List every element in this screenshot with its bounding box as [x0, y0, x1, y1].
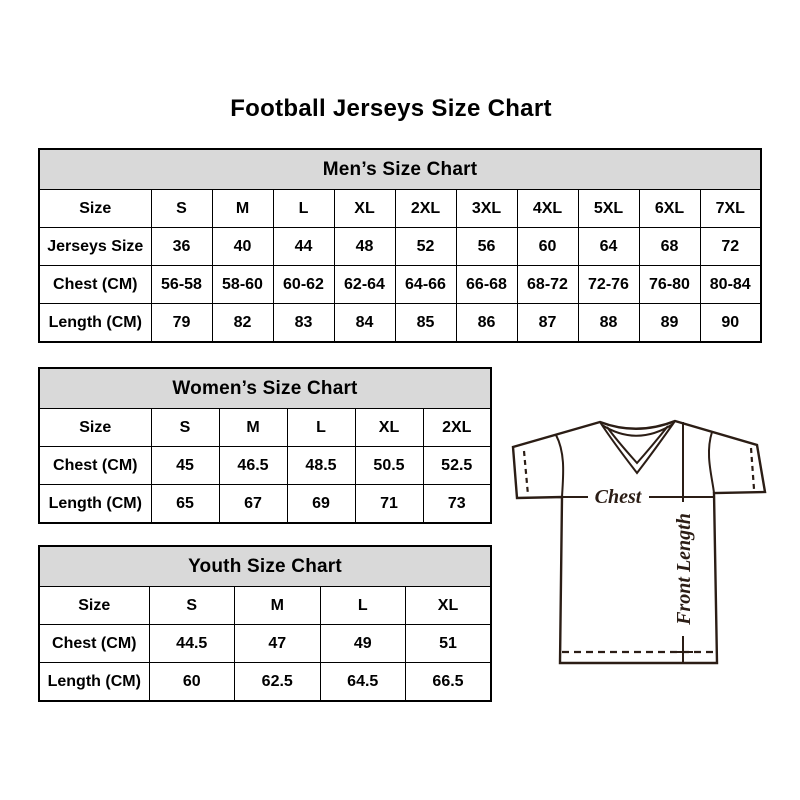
table-cell: 36	[151, 228, 212, 266]
table-cell: L	[273, 190, 334, 228]
table-cell: 79	[151, 304, 212, 343]
table-cell: 56	[456, 228, 517, 266]
table-cell: 69	[287, 485, 355, 524]
left-cuff-dashed-line	[524, 451, 528, 495]
table-cell: 58-60	[212, 266, 273, 304]
men-table-row	[39, 304, 761, 343]
table-cell: 6XL	[639, 190, 700, 228]
table-cell: 66.5	[406, 663, 492, 702]
table-cell: 5XL	[578, 190, 639, 228]
row-label: Length (CM)	[39, 663, 149, 702]
table-cell: 65	[151, 485, 219, 524]
women-table-row	[39, 485, 491, 524]
men-table-row	[39, 190, 761, 228]
youth-size-table	[38, 545, 492, 702]
table-cell: 45	[151, 447, 219, 485]
table-cell: 64.5	[320, 663, 406, 702]
table-cell: XL	[355, 409, 423, 447]
table-cell: 87	[517, 304, 578, 343]
table-cell: 85	[395, 304, 456, 343]
page-title: Football Jerseys Size Chart	[230, 95, 552, 122]
table-cell: M	[235, 587, 321, 625]
youth-table-title: Youth Size Chart	[39, 546, 491, 587]
table-cell: 50.5	[355, 447, 423, 485]
men-table-title: Men’s Size Chart	[39, 149, 761, 190]
table-cell: 67	[219, 485, 287, 524]
youth-table-row	[39, 625, 491, 663]
table-cell: L	[287, 409, 355, 447]
right-cuff-dashed-line	[751, 448, 754, 489]
table-cell: 48	[334, 228, 395, 266]
table-cell: 62.5	[235, 663, 321, 702]
table-cell: 72	[700, 228, 761, 266]
table-cell: S	[149, 587, 235, 625]
youth-table-row	[39, 663, 491, 702]
table-cell: 84	[334, 304, 395, 343]
row-label: Jerseys Size	[39, 228, 151, 266]
table-cell: 2XL	[423, 409, 491, 447]
jersey-outline	[513, 421, 765, 663]
table-cell: 40	[212, 228, 273, 266]
table-cell: S	[151, 190, 212, 228]
table-cell: XL	[334, 190, 395, 228]
row-label: Size	[39, 587, 149, 625]
table-cell: 71	[355, 485, 423, 524]
row-label: Chest (CM)	[39, 625, 149, 663]
table-cell: 52.5	[423, 447, 491, 485]
table-cell: 88	[578, 304, 639, 343]
table-cell: 76-80	[639, 266, 700, 304]
table-cell: XL	[406, 587, 492, 625]
women-table-row	[39, 409, 491, 447]
table-cell: 68	[639, 228, 700, 266]
left-armhole-seam	[556, 435, 563, 497]
front-length-label: Front Length	[673, 513, 695, 625]
women-table-row	[39, 447, 491, 485]
table-cell: 47	[235, 625, 321, 663]
table-cell: S	[151, 409, 219, 447]
table-cell: 44.5	[149, 625, 235, 663]
women-table-title: Women’s Size Chart	[39, 368, 491, 409]
table-cell: 2XL	[395, 190, 456, 228]
table-cell: 82	[212, 304, 273, 343]
jersey-measurement-diagram	[499, 410, 771, 672]
table-cell: 49	[320, 625, 406, 663]
men-table-row	[39, 266, 761, 304]
men-table-row	[39, 228, 761, 266]
womens-size-table	[38, 367, 492, 524]
right-armhole-seam	[709, 432, 714, 493]
table-cell: 7XL	[700, 190, 761, 228]
table-cell: 3XL	[456, 190, 517, 228]
table-cell: 60	[517, 228, 578, 266]
table-cell: 64	[578, 228, 639, 266]
table-cell: L	[320, 587, 406, 625]
table-cell: 62-64	[334, 266, 395, 304]
table-cell: 66-68	[456, 266, 517, 304]
table-cell: 90	[700, 304, 761, 343]
row-label: Length (CM)	[39, 485, 151, 524]
table-cell: 72-76	[578, 266, 639, 304]
mens-size-table	[38, 148, 762, 343]
table-cell: 4XL	[517, 190, 578, 228]
table-cell: 80-84	[700, 266, 761, 304]
table-cell: 60-62	[273, 266, 334, 304]
table-cell: 48.5	[287, 447, 355, 485]
table-cell: 89	[639, 304, 700, 343]
row-label: Size	[39, 190, 151, 228]
table-cell: M	[219, 409, 287, 447]
table-cell: M	[212, 190, 273, 228]
table-cell: 68-72	[517, 266, 578, 304]
table-cell: 46.5	[219, 447, 287, 485]
table-cell: 64-66	[395, 266, 456, 304]
table-cell: 73	[423, 485, 491, 524]
row-label: Length (CM)	[39, 304, 151, 343]
table-cell: 86	[456, 304, 517, 343]
chest-label: Chest	[594, 486, 642, 508]
row-label: Size	[39, 409, 151, 447]
table-cell: 60	[149, 663, 235, 702]
row-label: Chest (CM)	[39, 266, 151, 304]
table-cell: 44	[273, 228, 334, 266]
table-cell: 51	[406, 625, 492, 663]
row-label: Chest (CM)	[39, 447, 151, 485]
table-cell: 56-58	[151, 266, 212, 304]
table-cell: 52	[395, 228, 456, 266]
table-cell: 83	[273, 304, 334, 343]
youth-table-row	[39, 587, 491, 625]
